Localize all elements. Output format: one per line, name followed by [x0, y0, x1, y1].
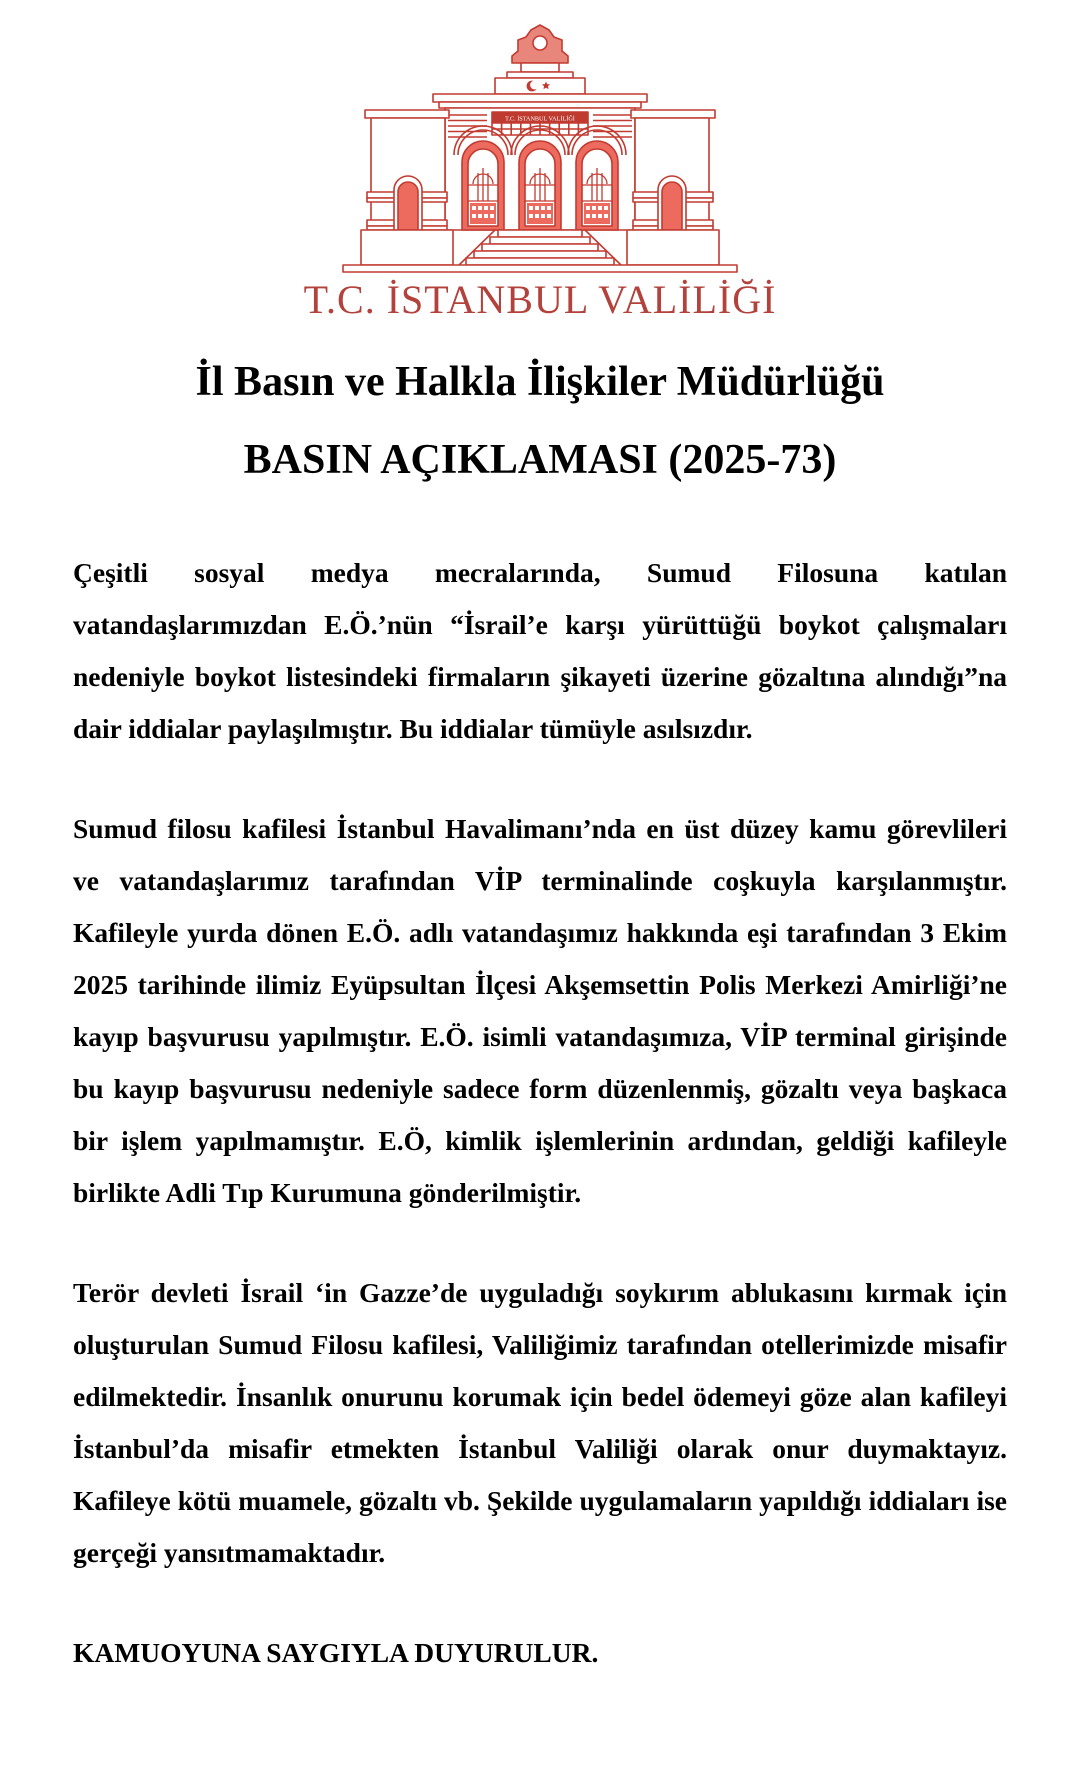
statement-number-title: BASIN AÇIKLAMASI (2025-73) [243, 437, 837, 484]
paragraph-facts: Sumud filosu kafilesi İstanbul Havalimanı’nda en üst düzey kamu görevlileri ve vatandaşlarımız tarafından VİP terminalinde coşkuyla karşılanmıştır. Kafileyle yurda dönen E.Ö. adlı vatandaşımız hakkında eşi tarafından 3 Ekim 2025 tarihinde ilimiz Eyüpsultan İlçesi Akşemsettin Polis Merkezi Amirliği’ne kayıp başvurusu yapılmıştır. E.Ö. isimli vatandaşımıza, VİP terminal girişinde bu kayıp başvurusu nedeniyle sadece form düzenlenmiş, gözaltı veya başkaca bir işlem yapılmamıştır. E.Ö, kimlik işlemlerinin ardından, geldiği kafileyle birlikte Adli Tıp Kurumuna gönderilmiştir. [73, 812, 1007, 1208]
governorship-logo-block [73, 22, 1007, 322]
logo-caption: T.C. İSTANBUL VALİLİĞİ [303, 277, 777, 322]
press-release-body [73, 547, 1007, 1679]
valilik-building-logo-icon [334, 22, 746, 274]
paragraph-claims: Çeşitli sosyal medya mecralarında, Sumud Filosuna katılan vatandaşlarımızdan E.Ö.’nün “İsrail’e karşı yürüttüğü boykot çalışmaları nedeniyle boykot listesindeki firmaların şikayeti üzerine gözaltına alındığı”na dair iddialar paylaşılmıştır. Bu iddialar tümüyle asılsızdır. [73, 556, 1007, 744]
paragraph-hospitality: Terör devleti İsrail ‘in Gazze’de uyguladığı soykırım ablukasını kırmak için oluşturulan Sumud Filosu kafilesi, Valiliğimiz tarafından otellerimizde misafir edilmektedir. İnsanlık onurunu korumak için bedel ödemeyi göze alan kafileyi İstanbul’da misafir etmekten İstanbul Valiliği olarak onur duymaktayız. Kafileye kötü muamele, gözaltı vb. Şekilde uygulamaların yapıldığı iddiaları ise gerçeği yansıtmamaktadır. [73, 1276, 1007, 1568]
logo-banner-text: T.C. İSTANBUL VALİLİĞİ [505, 115, 575, 123]
page-title: İl Basın ve Halkla İlişkiler Müdürlüğü [195, 359, 885, 405]
closing-statement: KAMUOYUNA SAYGIYLA DUYURULUR. [73, 1636, 599, 1668]
